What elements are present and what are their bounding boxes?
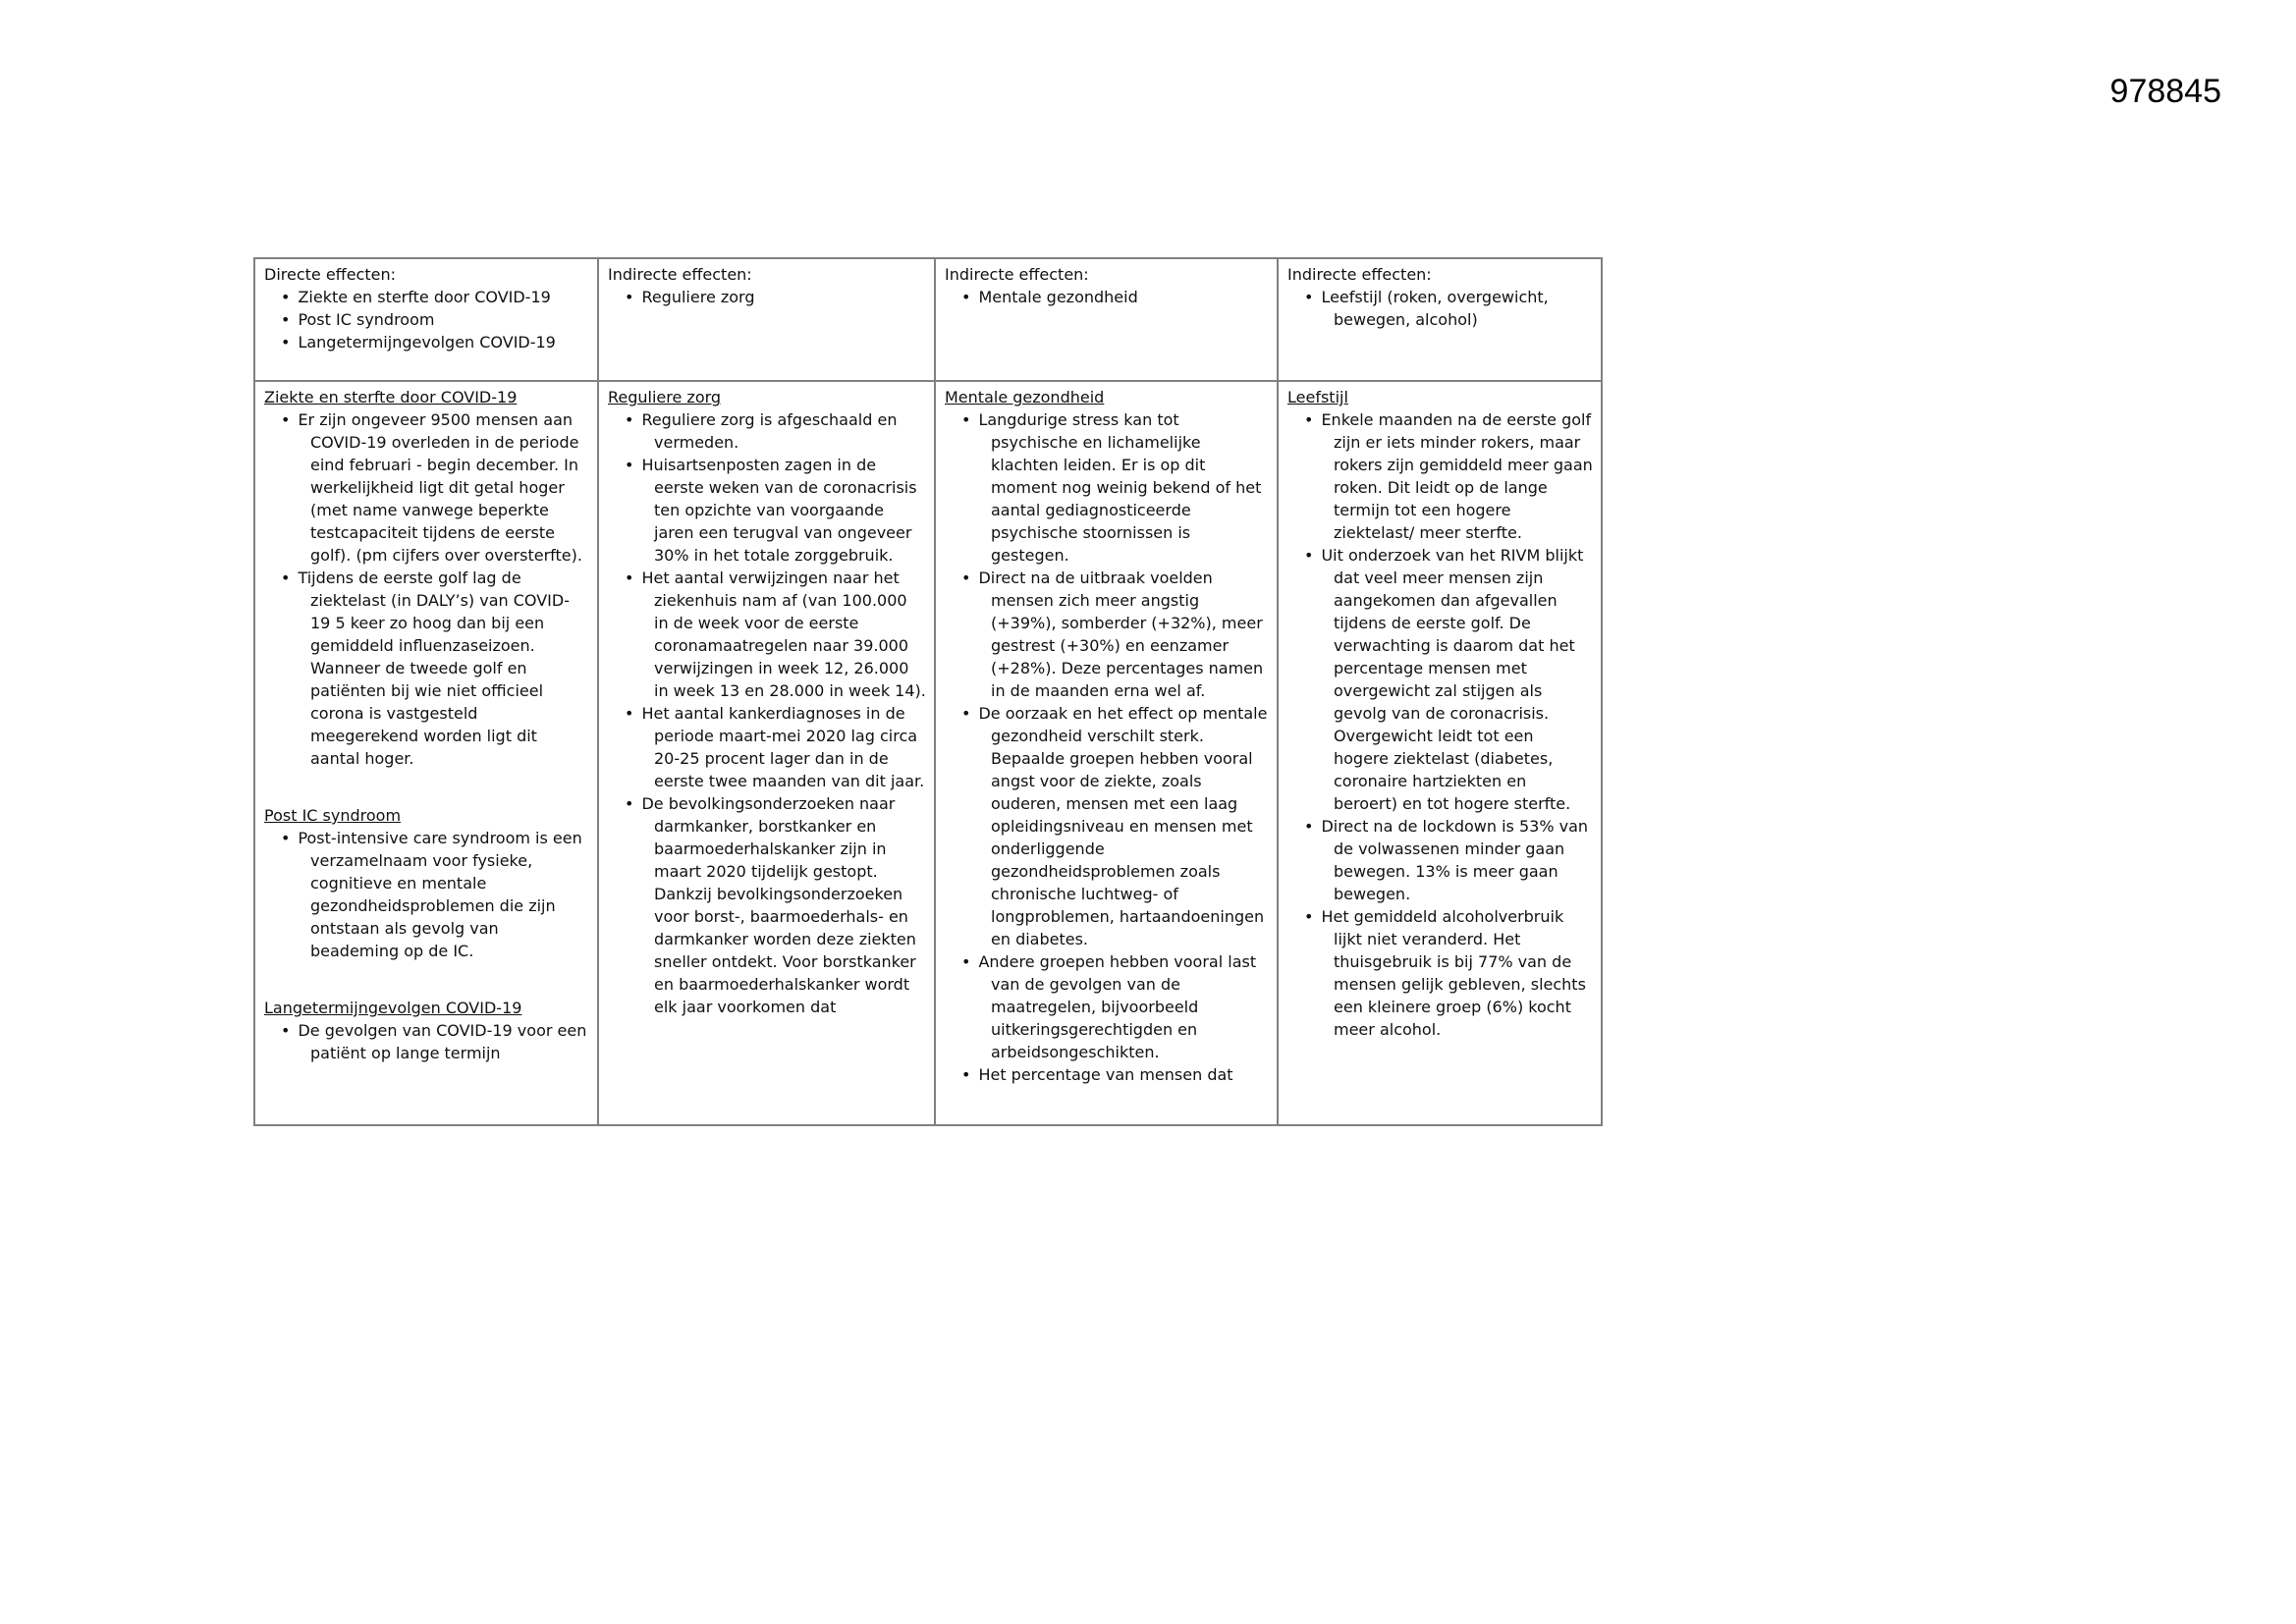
bullet-icon: • xyxy=(1304,546,1314,565)
bullet-item xyxy=(1286,905,1593,1041)
bullet-item xyxy=(263,331,589,353)
bullet-text: Leefstijl (roken, overgewicht, bewegen, alcohol) xyxy=(1321,288,1549,329)
body-cell-2 xyxy=(598,381,935,1125)
bullet-text: Direct na de uitbraak voelden mensen zich meer angstig (+39%), somberder (+32%), meer gestrest (+30%) en eenzamer (+28%). Deze percentages namen in de maanden erna wel af. xyxy=(978,568,1264,700)
column-header-label: Directe effecten: xyxy=(264,265,396,284)
bullet-item xyxy=(944,702,1269,950)
bullet-icon: • xyxy=(625,288,634,306)
bullet-icon: • xyxy=(281,333,291,352)
bullet-icon: • xyxy=(281,410,291,429)
bullet-text: De bevolkingsonderzoeken naar darmkanker, borstkanker en baarmoederhalskanker zijn in maart 2020 tijdelijk gestopt. Dankzij bevolkingsonderzoeken voor borst-, baarmoederhals- en darmkanker worden deze ziekten sneller ontdekt. Voor borstkanker en baarmoederhalskanker wordt elk jaar voorkomen dat xyxy=(641,794,916,1016)
bullet-icon: • xyxy=(1304,288,1314,306)
bullet-icon: • xyxy=(281,568,291,587)
bullet-item xyxy=(1286,544,1593,815)
body-cell-3 xyxy=(935,381,1278,1125)
bullet-item xyxy=(263,286,589,308)
section-heading: Leefstijl xyxy=(1287,388,1348,406)
bullet-item xyxy=(607,408,926,454)
bullet-text: Post IC syndroom xyxy=(298,310,435,329)
bullet-icon: • xyxy=(281,829,291,847)
effects-table xyxy=(253,257,1603,1126)
bullet-text: De oorzaak en het effect op mentale gezondheid verschilt sterk. Bepaalde groepen hebben vooral angst voor de ziekte, zoals ouderen, mensen met een laag opleidingsniveau en mensen met onderliggende gezondheidsproblemen zoals chronische luchtweg- of longproblemen, hartaandoeningen en diabetes. xyxy=(978,704,1268,948)
bullet-text: Langdurige stress kan tot psychische en lichamelijke klachten leiden. Er is op dit moment nog weinig bekend of het aantal gediagnosticeerde psychische stoornissen is gestegen. xyxy=(978,410,1262,565)
bullet-text: Het aantal verwijzingen naar het ziekenhuis nam af (van 100.000 in de week voor de eerste coronamaatregelen naar 39.000 verwijzingen in week 12, 26.000 in week 13 en 28.000 in week 14). xyxy=(641,568,926,700)
bullet-item xyxy=(607,567,926,702)
section-heading: Mentale gezondheid xyxy=(945,388,1105,406)
bullet-item xyxy=(263,308,589,331)
bullet-item xyxy=(263,827,589,962)
table-header-row xyxy=(254,258,1602,381)
section-heading: Reguliere zorg xyxy=(608,388,722,406)
bullet-icon: • xyxy=(625,568,634,587)
bullet-text: Tijdens de eerste golf lag de ziektelast (in DALY’s) van COVID-19 5 keer zo hoog dan bij een gemiddeld influenzaseizoen. Wanneer de tweede golf en patiënten bij wie niet officieel corona is vastgesteld meegerekend worden ligt dit aantal hoger. xyxy=(298,568,570,768)
bullet-item xyxy=(607,454,926,567)
bullet-text: Post-intensive care syndroom is een verzamelnaam voor fysieke, cognitieve en mentale gezondheidsproblemen die zijn ontstaan als gevolg van beademing op de IC. xyxy=(298,829,582,960)
bullet-item xyxy=(944,950,1269,1063)
section-heading: Langetermijngevolgen COVID-19 xyxy=(264,999,522,1017)
bullet-icon: • xyxy=(1304,907,1314,926)
bullet-text: Het gemiddeld alcoholverbruik lijkt niet veranderd. Het thuisgebruik is bij 77% van de mensen gelijk gebleven, slechts een kleinere groep (6%) kocht meer alcohol. xyxy=(1321,907,1586,1039)
body-cell-4 xyxy=(1278,381,1602,1125)
bullet-text: Direct na de lockdown is 53% van de volwassenen minder gaan bewegen. 13% is meer gaan bewegen. xyxy=(1321,817,1589,903)
bullet-icon: • xyxy=(961,704,971,723)
bullet-text: Het percentage van mensen dat xyxy=(978,1065,1233,1084)
bullet-item xyxy=(1286,286,1593,331)
bullet-icon: • xyxy=(1304,817,1314,836)
bullet-item xyxy=(263,408,589,567)
header-cell-2 xyxy=(598,258,935,381)
bullet-text: De gevolgen van COVID-19 voor een patiënt op lange termijn xyxy=(298,1021,587,1062)
bullet-item xyxy=(1286,815,1593,905)
bullet-text: Andere groepen hebben vooral last van de gevolgen van de maatregelen, bijvoorbeeld uitkeringsgerechtigden en arbeidsongeschikten. xyxy=(978,952,1257,1061)
column-header-label: Indirecte effecten: xyxy=(608,265,752,284)
bullet-icon: • xyxy=(625,704,634,723)
bullet-item xyxy=(263,1019,589,1064)
bullet-icon: • xyxy=(1304,410,1314,429)
bullet-icon: • xyxy=(625,456,634,474)
header-cell-4 xyxy=(1278,258,1602,381)
bullet-icon: • xyxy=(961,1065,971,1084)
bullet-item xyxy=(607,702,926,792)
header-cell-3 xyxy=(935,258,1278,381)
bullet-icon: • xyxy=(625,410,634,429)
bullet-item xyxy=(263,567,589,770)
bullet-item xyxy=(1286,408,1593,544)
bullet-item xyxy=(607,286,926,308)
bullet-text: Enkele maanden na de eerste golf zijn er iets minder rokers, maar rokers zijn gemiddeld meer gaan roken. Dit leidt op de lange termijn tot een hogere ziektelast/ meer sterfte. xyxy=(1321,410,1593,542)
bullet-icon: • xyxy=(961,288,971,306)
bullet-text: Mentale gezondheid xyxy=(978,288,1138,306)
bullet-icon: • xyxy=(281,288,291,306)
bullet-text: Reguliere zorg xyxy=(641,288,755,306)
body-cell-1 xyxy=(254,381,598,1125)
bullet-text: Reguliere zorg is afgeschaald en vermeden. xyxy=(641,410,898,452)
bullet-icon: • xyxy=(281,310,291,329)
bullet-icon: • xyxy=(625,794,634,813)
header-cell-1 xyxy=(254,258,598,381)
section-heading: Ziekte en sterfte door COVID-19 xyxy=(264,388,518,406)
page-number: 978845 xyxy=(2109,73,2221,110)
bullet-icon: • xyxy=(961,568,971,587)
bullet-icon: • xyxy=(961,952,971,971)
bullet-text: Huisartsenposten zagen in de eerste weken van de coronacrisis ten opzichte van voorgaande jaren een terugval van ongeveer 30% in het totale zorggebruik. xyxy=(641,456,917,565)
column-header-label: Indirecte effecten: xyxy=(1287,265,1432,284)
bullet-icon: • xyxy=(281,1021,291,1040)
column-header-label: Indirecte effecten: xyxy=(945,265,1089,284)
bullet-text: Het aantal kankerdiagnoses in de periode maart-mei 2020 lag circa 20-25 procent lager dan in de eerste twee maanden van dit jaar. xyxy=(641,704,925,790)
section-heading: Post IC syndroom xyxy=(264,806,402,825)
bullet-item xyxy=(944,286,1269,308)
bullet-item xyxy=(944,1063,1269,1086)
bullet-item xyxy=(607,792,926,1018)
bullet-icon: • xyxy=(961,410,971,429)
bullet-text: Langetermijngevolgen COVID-19 xyxy=(298,333,556,352)
table-body-row xyxy=(254,381,1602,1125)
bullet-text: Uit onderzoek van het RIVM blijkt dat veel meer mensen zijn aangekomen dan afgevallen tijdens de eerste golf. De verwachting is daarom dat het percentage mensen met overgewicht zal stijgen als gevolg van de coronacrisis. Overgewicht leidt tot een hogere ziektelast (diabetes, coronaire hartziekten en beroert) en tot hogere sterfte. xyxy=(1321,546,1584,813)
bullet-text: Er zijn ongeveer 9500 mensen aan COVID-19 overleden in de periode eind februari - begin december. In werkelijkheid ligt dit getal hoger (met name vanwege beperkte testcapaciteit tijdens de eerste golf). (pm cijfers over oversterfte). xyxy=(298,410,582,565)
bullet-text: Ziekte en sterfte door COVID-19 xyxy=(298,288,551,306)
bullet-item xyxy=(944,567,1269,702)
bullet-item xyxy=(944,408,1269,567)
